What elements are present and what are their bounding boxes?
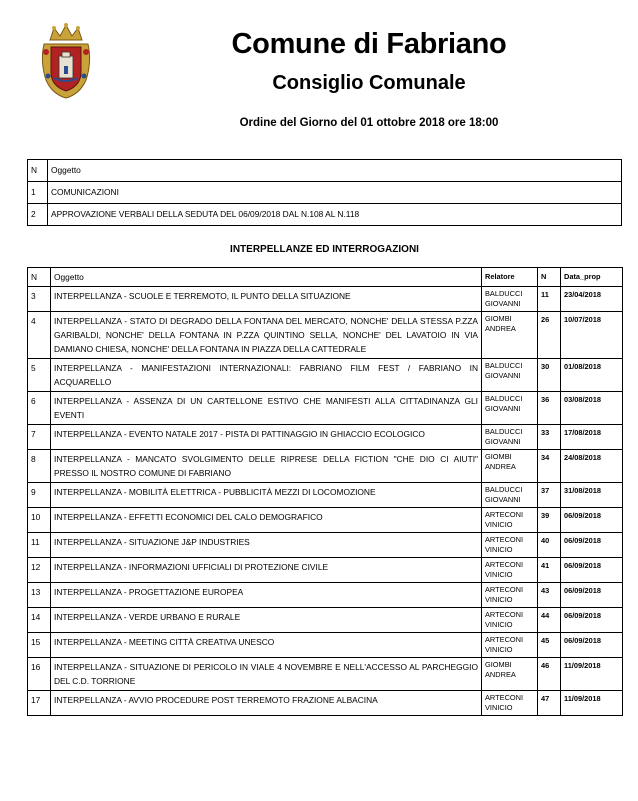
row-relatore: GIOMBI ANDREA — [482, 312, 538, 359]
row-n2: 40 — [538, 533, 561, 558]
table-row — [28, 450, 623, 483]
communications-table — [27, 159, 622, 226]
row-relatore: ARTECONI VINICIO — [482, 558, 538, 583]
row-n: 9 — [28, 483, 51, 508]
row-data-prop: 17/08/2018 — [561, 425, 623, 450]
row-relatore: ARTECONI VINICIO — [482, 583, 538, 608]
table-row — [28, 658, 623, 691]
row-data-prop: 10/07/2018 — [561, 312, 623, 359]
table-row — [28, 359, 623, 392]
table-row — [28, 204, 622, 226]
row-n2: 45 — [538, 633, 561, 658]
header-n: N — [28, 268, 51, 287]
row-data-prop: 06/09/2018 — [561, 533, 623, 558]
row-n2: 39 — [538, 508, 561, 533]
row-n: 15 — [28, 633, 51, 658]
table-row — [28, 508, 623, 533]
row-n2: 46 — [538, 658, 561, 691]
row-data-prop: 06/09/2018 — [561, 558, 623, 583]
row-n2: 37 — [538, 483, 561, 508]
row-relatore: ARTECONI VINICIO — [482, 533, 538, 558]
row-n: 16 — [28, 658, 51, 691]
row-n: 1 — [28, 182, 48, 204]
row-n2: 34 — [538, 450, 561, 483]
row-data-prop: 06/09/2018 — [561, 583, 623, 608]
header-relatore: Relatore — [482, 268, 538, 287]
row-n2: 41 — [538, 558, 561, 583]
row-relatore: ARTECONI VINICIO — [482, 691, 538, 716]
row-n: 13 — [28, 583, 51, 608]
row-oggetto: INTERPELLANZA - MOBILITÀ ELETTRICA - PUBBLICITÀ MEZZI DI LOCOMOZIONE — [51, 483, 482, 508]
row-n: 5 — [28, 359, 51, 392]
row-relatore: BALDUCCI GIOVANNI — [482, 483, 538, 508]
row-oggetto: INTERPELLANZA - EVENTO NATALE 2017 - PISTA DI PATTINAGGIO IN GHIACCIO ECOLOGICO — [51, 425, 482, 450]
row-oggetto: INTERPELLANZA - MEETING CITTÀ CREATIVA UNESCO — [51, 633, 482, 658]
row-relatore: ARTECONI VINICIO — [482, 608, 538, 633]
row-data-prop: 06/09/2018 — [561, 633, 623, 658]
row-oggetto: INTERPELLANZA - INFORMAZIONI UFFICIALI DI PROTEZIONE CIVILE — [51, 558, 482, 583]
row-n: 4 — [28, 312, 51, 359]
page-title: Comune di Fabriano — [231, 28, 507, 60]
row-data-prop: 31/08/2018 — [561, 483, 623, 508]
row-relatore: BALDUCCI GIOVANNI — [482, 392, 538, 425]
row-oggetto: INTERPELLANZA - ASSENZA DI UN CARTELLONE ESTIVO CHE MANIFESTI ALLA CITTADINANZA GLI EVENTI — [51, 392, 482, 425]
row-oggetto: INTERPELLANZA - PROGETTAZIONE EUROPEA — [51, 583, 482, 608]
row-oggetto: INTERPELLANZA - EFFETTI ECONOMICI DEL CALO DEMOGRAFICO — [51, 508, 482, 533]
row-n2: 44 — [538, 608, 561, 633]
row-n: 17 — [28, 691, 51, 716]
table-row — [28, 533, 623, 558]
row-n2: 43 — [538, 583, 561, 608]
row-relatore: GIOMBI ANDREA — [482, 450, 538, 483]
row-n2: 47 — [538, 691, 561, 716]
row-data-prop: 03/08/2018 — [561, 392, 623, 425]
table-row — [28, 287, 623, 312]
row-n: 14 — [28, 608, 51, 633]
interpellanze-table — [27, 267, 623, 716]
header-n: N — [28, 160, 48, 182]
table-row — [28, 691, 623, 716]
row-n2: 36 — [538, 392, 561, 425]
coat-of-arms-logo — [38, 22, 94, 100]
table-row — [28, 312, 623, 359]
table-header-row — [28, 160, 622, 182]
row-data-prop: 06/09/2018 — [561, 508, 623, 533]
row-n: 3 — [28, 287, 51, 312]
row-oggetto: COMUNICAZIONI — [48, 182, 622, 204]
table-row — [28, 483, 623, 508]
table-row — [28, 583, 623, 608]
row-relatore: ARTECONI VINICIO — [482, 633, 538, 658]
section-heading: INTERPELLANZE ED INTERROGAZIONI — [230, 244, 419, 255]
row-n: 7 — [28, 425, 51, 450]
header-n2: N — [538, 268, 561, 287]
row-oggetto: INTERPELLANZA - SITUAZIONE DI PERICOLO IN VIALE 4 NOVEMBRE E NELL'ACCESSO AL PARCHEGGIO DEL C.D. TORRIONE — [51, 658, 482, 691]
row-n: 11 — [28, 533, 51, 558]
row-n2: 26 — [538, 312, 561, 359]
table-header-row — [28, 268, 623, 287]
row-relatore: GIOMBI ANDREA — [482, 658, 538, 691]
row-n: 8 — [28, 450, 51, 483]
row-relatore: BALDUCCI GIOVANNI — [482, 287, 538, 312]
agenda-line: Ordine del Giorno del 01 ottobre 2018 ore 18:00 — [239, 117, 499, 129]
row-data-prop: 11/09/2018 — [561, 658, 623, 691]
row-oggetto: INTERPELLANZA - STATO DI DEGRADO DELLA FONTANA DEL MERCATO, NONCHE' DELLA STESSA P.ZZA GARIBALDI, NONCHE' DELLA FONTANA IN P.ZZA QUINTINO SELLA, NONCHE' DEL LAVATOIO IN VIA DAMIANO CHIESA, NONCHE' DELLA FONTANA IN PIAZZA DELLA CATTEDRALE — [51, 312, 482, 359]
header-oggetto: Oggetto — [48, 160, 622, 182]
row-data-prop: 24/08/2018 — [561, 450, 623, 483]
row-n: 2 — [28, 204, 48, 226]
row-oggetto: INTERPELLANZA - VERDE URBANO E RURALE — [51, 608, 482, 633]
row-oggetto: INTERPELLANZA - SCUOLE E TERREMOTO, IL PUNTO DELLA SITUAZIONE — [51, 287, 482, 312]
row-n: 6 — [28, 392, 51, 425]
row-relatore: BALDUCCI GIOVANNI — [482, 359, 538, 392]
row-oggetto: INTERPELLANZA - MANIFESTAZIONI INTERNAZIONALI: FABRIANO FILM FEST / FABRIANO IN ACQUARELLO — [51, 359, 482, 392]
row-n: 12 — [28, 558, 51, 583]
row-data-prop: 06/09/2018 — [561, 608, 623, 633]
row-n: 10 — [28, 508, 51, 533]
row-data-prop: 23/04/2018 — [561, 287, 623, 312]
page-subtitle: Consiglio Comunale — [272, 72, 466, 94]
row-relatore: ARTECONI VINICIO — [482, 508, 538, 533]
row-oggetto: INTERPELLANZA - AVVIO PROCEDURE POST TERREMOTO FRAZIONE ALBACINA — [51, 691, 482, 716]
row-data-prop: 01/08/2018 — [561, 359, 623, 392]
row-oggetto: APPROVAZIONE VERBALI DELLA SEDUTA DEL 06/09/2018 DAL N.108 AL N.118 — [48, 204, 622, 226]
table-row — [28, 608, 623, 633]
table-row — [28, 425, 623, 450]
table-row — [28, 633, 623, 658]
row-relatore: BALDUCCI GIOVANNI — [482, 425, 538, 450]
row-data-prop: 11/09/2018 — [561, 691, 623, 716]
header-data-prop: Data_prop — [561, 268, 623, 287]
row-n2: 11 — [538, 287, 561, 312]
table-row — [28, 392, 623, 425]
row-oggetto: INTERPELLANZA - SITUAZIONE J&P INDUSTRIES — [51, 533, 482, 558]
table-row — [28, 182, 622, 204]
table-row — [28, 558, 623, 583]
row-n2: 33 — [538, 425, 561, 450]
row-oggetto: INTERPELLANZA - MANCATO SVOLGIMENTO DELLE RIPRESE DELLA FICTION "CHE DIO CI AIUTI" PRESSO IL NOSTRO COMUNE DI FABRIANO — [51, 450, 482, 483]
header-oggetto: Oggetto — [51, 268, 482, 287]
row-n2: 30 — [538, 359, 561, 392]
